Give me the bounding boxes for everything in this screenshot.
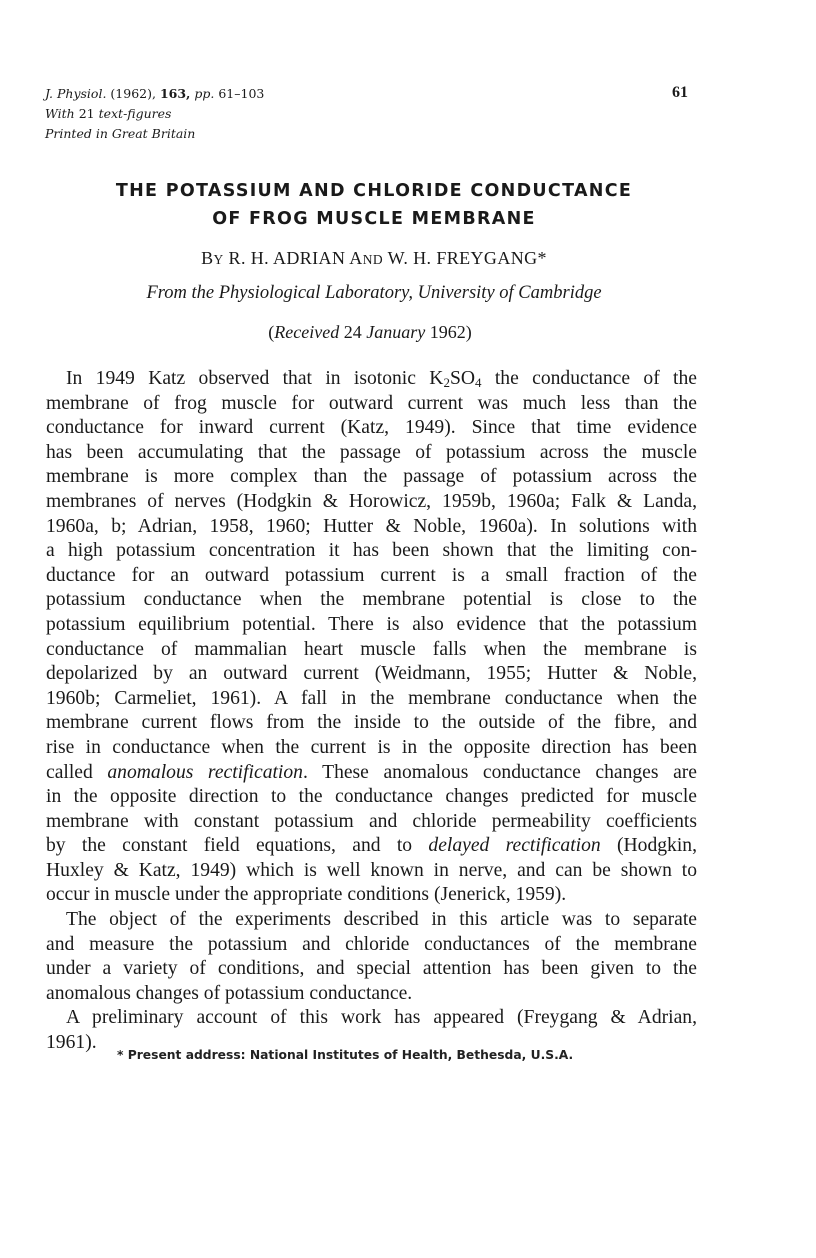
by-rest: Y: [213, 252, 224, 267]
text-line: under a variety of conditions, and special attention has been given to the: [46, 958, 697, 980]
text-line: membrane current flows from the inside to the outside of the fibre, and: [46, 712, 697, 734]
article-title: [0, 177, 748, 233]
and-initial: A: [349, 248, 363, 268]
journal-pages: 61–103: [218, 86, 265, 101]
title-line-1: THE POTASSIUM AND CHLORIDE CONDUCTANCE: [115, 181, 633, 201]
citation-line: [45, 84, 264, 104]
text-line: In 1949 Katz observed that in isotonic $K_2SO_4$ the conductance of the: [66, 368, 697, 390]
subscript: 4: [475, 375, 482, 390]
journal-year: (1962),: [110, 86, 156, 101]
text-line: membrane is more complex than the passage of potassium across the: [46, 466, 697, 488]
emphasis: anomalous rectification: [107, 761, 303, 783]
figures-label: text-figures: [98, 106, 172, 121]
footnote: * Present address: National Institutes of Health, Bethesda, U.S.A.: [117, 1048, 574, 1062]
received-month: January: [366, 322, 426, 342]
text-line: membrane of frog muscle for outward current was much less than the: [46, 392, 697, 414]
text-line: and measure the potassium and chloride conductances of the membrane: [46, 933, 697, 955]
journal-name: J. Physiol.: [45, 86, 107, 101]
pages-abbrev: pp.: [194, 86, 215, 101]
text-line: A preliminary account of this work has appeared (Freygang & Adrian,: [66, 1007, 697, 1029]
text-line: anomalous changes of potassium conductance.: [46, 982, 413, 1004]
printed-line: Printed in Great Britain: [45, 126, 196, 141]
text-line: occur in muscle under the appropriate conditions (Jenerick, 1959).: [46, 884, 567, 906]
text-line: depolarized by an outward current (Weidmann, 1955; Hutter & Noble,: [46, 663, 697, 685]
title-line-2: OF FROG MUSCLE MEMBRANE: [212, 209, 536, 229]
text-line: 1960b; Carmeliet, 1961). A fall in the membrane conductance when the: [46, 687, 697, 709]
text-line: potassium conductance when the membrane potential is close to the: [46, 589, 697, 611]
text-line: conductance of mammalian heart muscle falls when the membrane is: [46, 638, 697, 660]
text-line: Huxley & Katz, 1949) which is well known in nerve, and can be shown to: [46, 859, 697, 881]
author-line: [0, 248, 748, 269]
article-body: [46, 367, 697, 1056]
text-line: ductance for an outward potassium current is a small fraction of the: [46, 564, 697, 586]
text-line: a high potassium concentration it has been shown that the limiting con-: [46, 540, 697, 562]
text-line: membranes of nerves (Hodgkin & Horowicz, 1959b, 1960a; Falk & Landa,: [46, 490, 697, 512]
paragraph-intro: [46, 367, 697, 908]
text-line: potassium equilibrium potential. There is also evidence that the potassium: [46, 613, 697, 635]
received-word: Received: [274, 322, 340, 342]
author-1: R. H. ADRIAN: [228, 248, 346, 268]
text-line: membrane with constant potassium and chloride permeability coefficients: [46, 810, 697, 832]
page-number: 61: [672, 84, 688, 101]
text-line: The object of the experiments described in this article was to separate: [66, 909, 697, 931]
and-rest: ND: [362, 252, 383, 267]
text-line: called anomalous rectification. These anomalous conductance changes are: [46, 761, 697, 783]
journal-volume: 163,: [159, 86, 191, 101]
with-label: With: [45, 106, 75, 121]
figures-line: [45, 104, 264, 124]
by-initial: B: [201, 248, 214, 268]
author-2: W. H. FREYGANG*: [387, 248, 547, 268]
received-date: [0, 322, 740, 343]
received-year: 1962): [429, 322, 472, 342]
subscript: 2: [443, 375, 450, 390]
text-line: by the constant field equations, and to delayed rectification (Hodgkin,: [46, 835, 697, 857]
text-line: 1960a, b; Adrian, 1958, 1960; Hutter & Noble, 1960a). In solutions with: [46, 515, 697, 537]
journal-header: [45, 84, 264, 144]
emphasis: delayed rectification: [428, 835, 601, 857]
received-day: 24: [343, 322, 362, 342]
text-line: conductance for inward current (Katz, 1949). Since that time evidence: [46, 417, 697, 439]
figure-count: 21: [78, 106, 95, 121]
paragraph-object: [46, 908, 697, 1006]
text-line: 1961).: [46, 1032, 97, 1054]
text-line: in the opposite direction to the conductance changes predicted for muscle: [46, 786, 697, 808]
affiliation: From the Physiological Laboratory, University of Cambridge: [146, 283, 602, 303]
text-line: has been accumulating that the passage of potassium across the muscle: [46, 441, 697, 463]
text-line: rise in conductance when the current is in the opposite direction has been: [46, 736, 697, 758]
received-open: (: [268, 322, 275, 342]
